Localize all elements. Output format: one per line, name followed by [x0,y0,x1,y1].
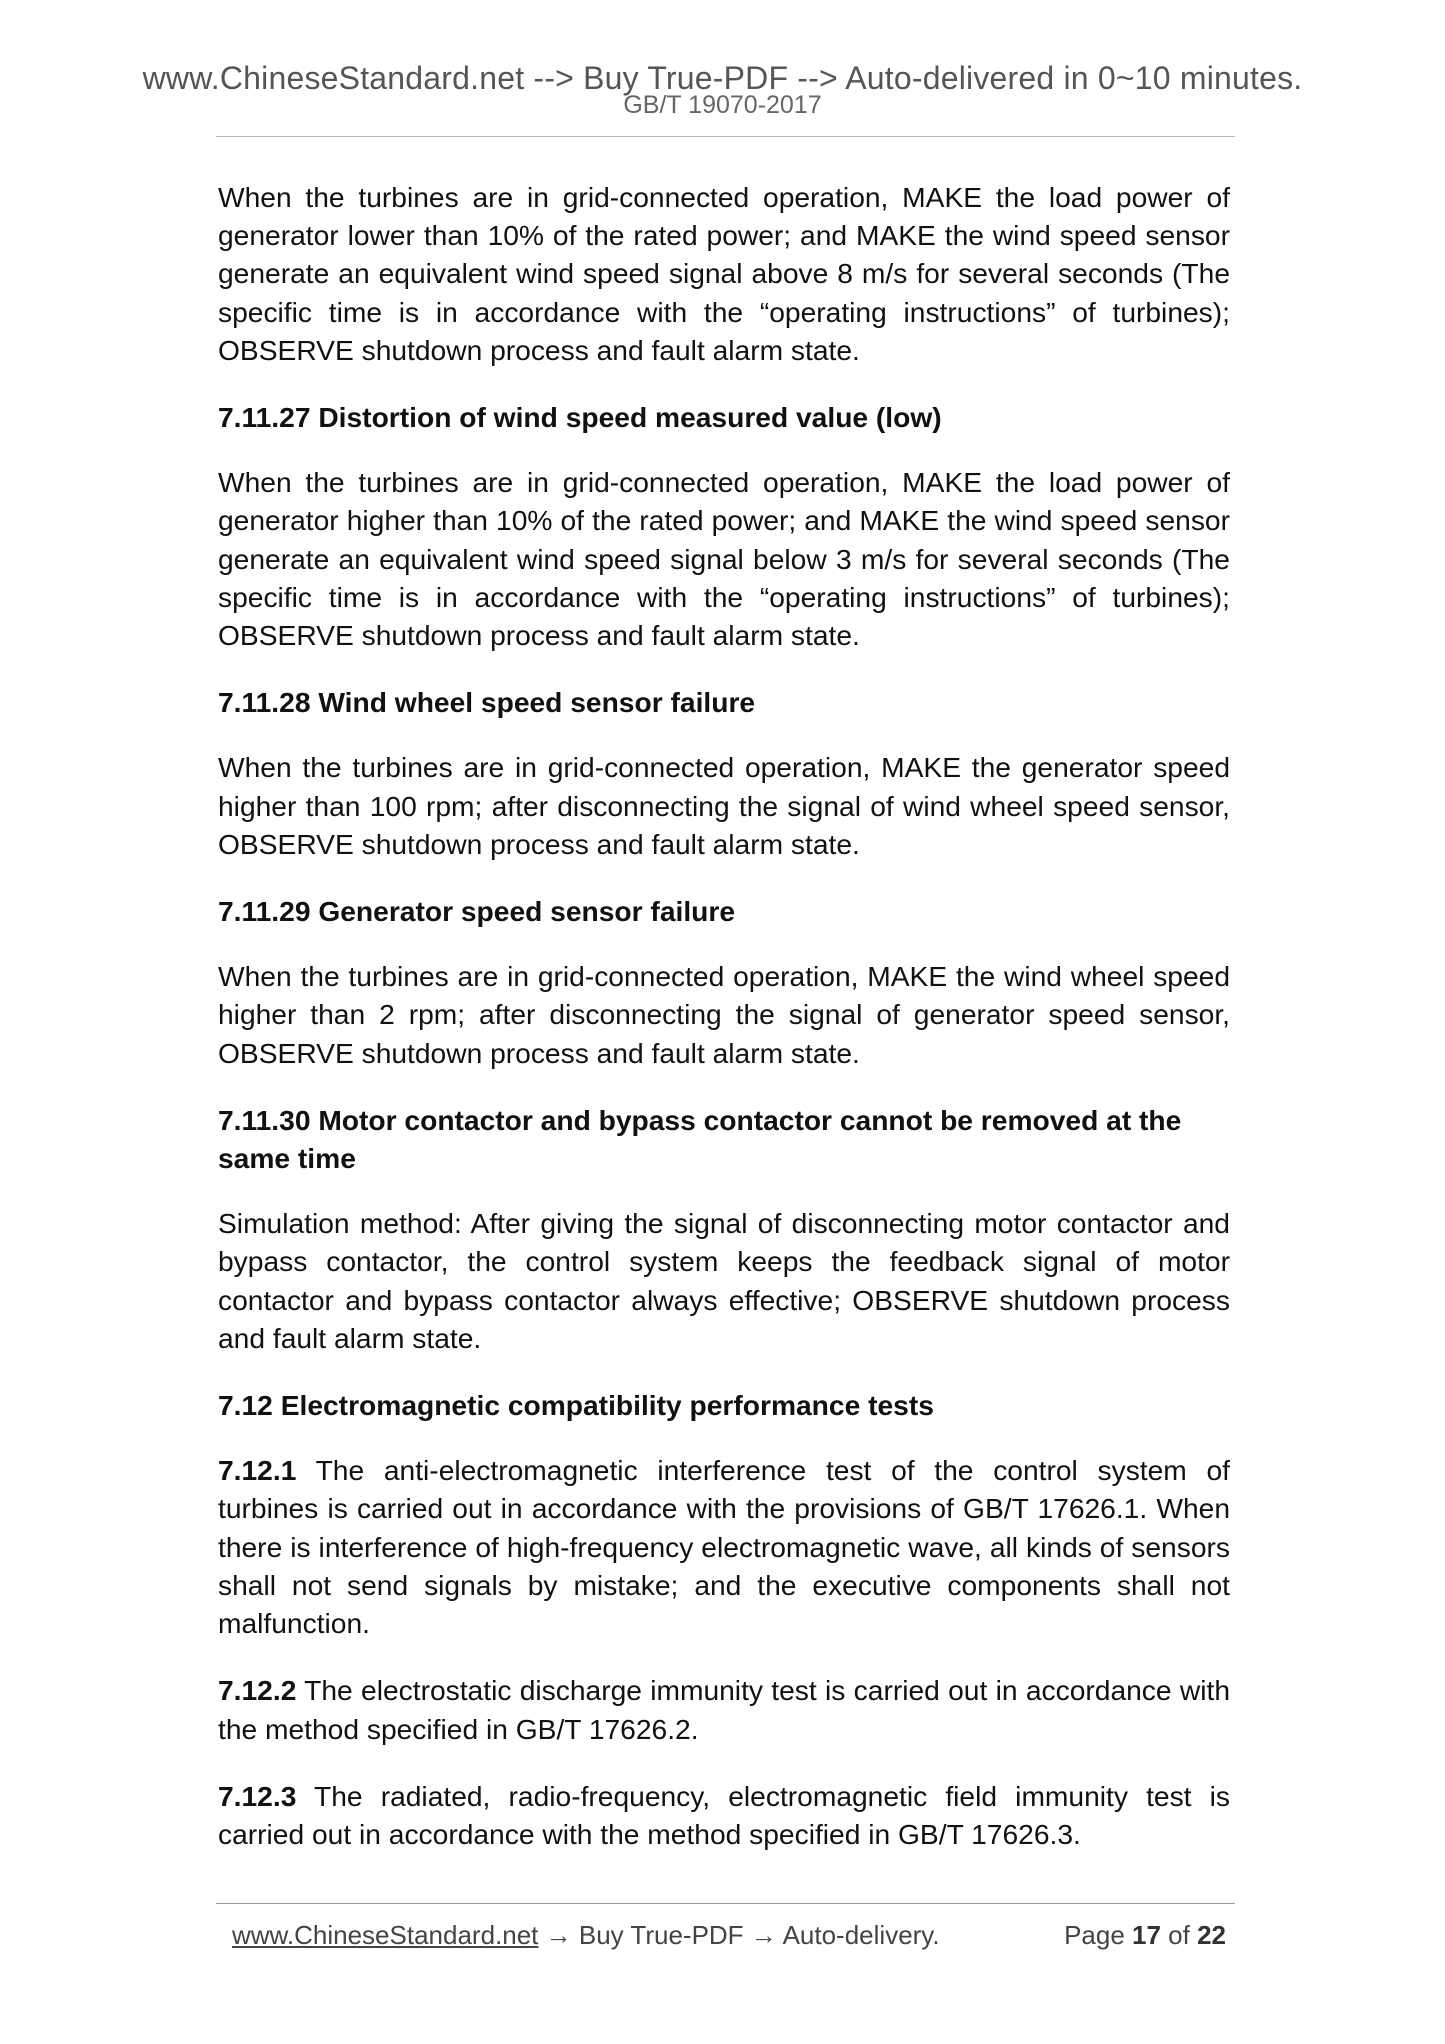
page-of-label: of [1160,1920,1198,1950]
paragraph-7-11-29: When the turbines are in grid-connected operation, MAKE the wind wheel speed higher than 2 rpm; after disconnecting the signal of generator speed sensor, OBSERVE shutdown process and fault alarm state. [218,960,1230,1069]
paragraph-7-12-2 [218,1671,1230,1747]
header-banner: www.ChineseStandard.net --> Buy True-PDF --> Auto-delivered in 0~10 minutes. [142,60,1303,96]
clause-number-7-12-3: 7.12.3 [218,1779,297,1812]
footer-tagline: → Buy True-PDF → Auto-delivery. [538,1920,940,1950]
heading-7-11-30: 7.11.30 Motor contactor and bypass contactor cannot be removed at the same time [218,1103,1182,1175]
paragraph-7-11-28: When the turbines are in grid-connected operation, MAKE the generator speed higher than 100 rpm; after disconnecting the signal of wind wheel speed sensor, OBSERVE shutdown process and fault alarm state. [218,751,1230,860]
footer-website-link[interactable]: www.ChineseStandard.net [232,1920,539,1950]
clause-text-7-12-3: The radiated, radio-frequency, electromagnetic field immunity test is carried out in accordance with the method specified in GB/T 17626.3. [218,1779,1230,1850]
paragraph-7-12-1 [218,1451,1230,1642]
clause-number-7-12-1: 7.12.1 [218,1454,297,1487]
clause-number-7-12-2: 7.12.2 [218,1674,297,1707]
page-number [1064,1920,1226,1951]
page-label: Page [1064,1920,1133,1950]
clause-text-7-12-1: The anti-electromagnetic interference test of the control system of turbines is carried out in accordance with the provisions of GB/T 17626.1. When there is interference of high-frequency electromagnetic wave, all kinds of sensors shall not send signals by mistake; and the executive components shall not malfunction. [218,1454,1230,1640]
document-code: GB/T 19070-2017 [623,91,822,119]
header-divider [216,136,1235,137]
paragraph-7-11-27: When the turbines are in grid-connected operation, MAKE the load power of generator higher than 10% of the rated power; and MAKE the wind speed sensor generate an equivalent wind speed signal below 3 m/s for several seconds (The specific time is in accordance with the “operating instructions” of turbines); OBSERVE shutdown process and fault alarm state. [218,466,1230,652]
paragraph-intro: When the turbines are in grid-connected operation, MAKE the load power of generator lower than 10% of the rated power; and MAKE the wind speed sensor generate an equivalent wind speed signal above 8 m/s for several seconds (The specific time is in accordance with the “operating instructions” of turbines); OBSERVE shutdown process and fault alarm state. [218,181,1230,366]
page-total: 22 [1197,1920,1226,1950]
paragraph-7-11-30: Simulation method: After giving the signal of disconnecting motor contactor and bypass contactor, the control system keeps the feedback signal of motor contactor and bypass contactor always effective; OBSERVE shutdown process and fault alarm state. [218,1207,1230,1354]
footer-promo [232,1920,940,1951]
heading-7-12: 7.12 Electromagnetic compatibility performance tests [218,1389,934,1422]
heading-7-11-28: 7.11.28 Wind wheel speed sensor failure [218,686,756,719]
page-current: 17 [1132,1920,1161,1950]
heading-7-11-27: 7.11.27 Distortion of wind speed measured value (low) [218,401,942,434]
page-content [218,178,1230,1882]
paragraph-7-12-3 [218,1777,1230,1853]
footer-divider [216,1903,1235,1904]
heading-7-11-29: 7.11.29 Generator speed sensor failure [218,895,736,928]
clause-text-7-12-2: The electrostatic discharge immunity test is carried out in accordance with the method specified in GB/T 17626.2. [218,1674,1230,1745]
